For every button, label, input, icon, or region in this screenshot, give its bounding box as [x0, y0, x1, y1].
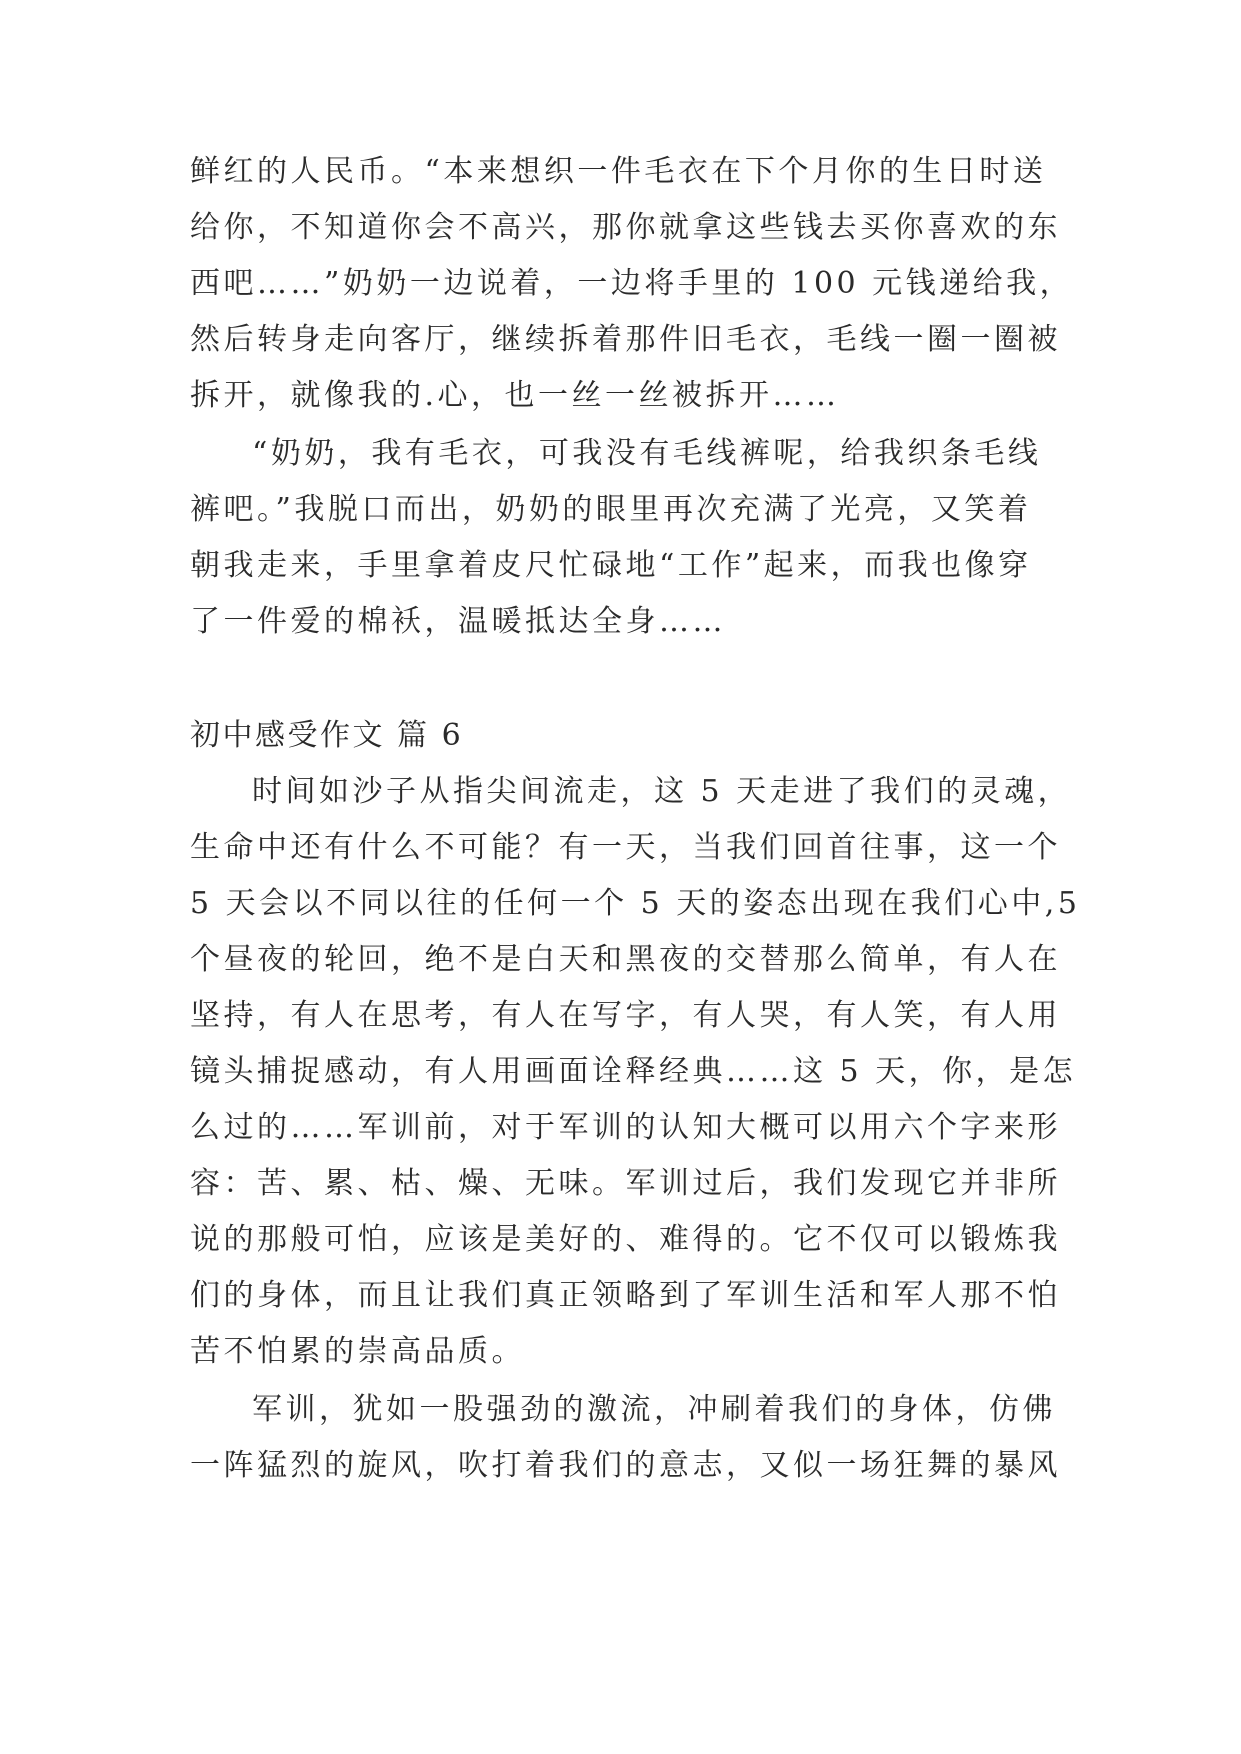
text-line: 个昼夜的轮回，绝不是白天和黑夜的交替那么简单，有人在: [190, 942, 1061, 977]
paragraph-first-line: 时间如沙子从指尖间流走，这 5 天走进了我们的灵魂，: [252, 774, 1072, 809]
paragraph-first-line: 军训，犹如一股强劲的激流，冲刷着我们的身体，仿佛: [252, 1392, 1056, 1427]
text-line: 5 天会以不同以往的任何一个 5 天的姿态出现在我们心中,5: [190, 886, 1081, 921]
text-line: 裤吧。”我脱口而出，奶奶的眼里再次充满了光亮，又笑着: [190, 492, 1032, 527]
text-line: 们的身体，而且让我们真正领略到了军训生活和军人那不怕: [190, 1278, 1061, 1313]
text-line: 朝我走来，手里拿着皮尺忙碌地“工作”起来，而我也像穿: [190, 548, 1032, 583]
text-line: 说的那般可怕，应该是美好的、难得的。它不仅可以锻炼我: [190, 1222, 1061, 1257]
paragraph-first-line: “奶奶，我有毛衣，可我没有毛线裤呢，给我织条毛线: [252, 436, 1042, 471]
text-line: 鲜红的人民币。“本来想织一件毛衣在下个月你的生日时送: [190, 154, 1047, 189]
text-line: 容：苦、累、枯、燥、无味。军训过后，我们发现它并非所: [190, 1166, 1061, 1201]
text-line: 西吧……”奶奶一边说着，一边将手里的 100 元钱递给我，: [190, 266, 1074, 301]
text-line: 一阵猛烈的旋风，吹打着我们的意志，又似一场狂舞的暴风: [190, 1448, 1061, 1483]
text-line: 拆开，就像我的.心，也一丝一丝被拆开……: [190, 378, 840, 413]
text-line: 了一件爱的棉袄，温暖抵达全身……: [190, 604, 726, 639]
text-line: 苦不怕累的崇高品质。: [190, 1334, 525, 1369]
text-line: 么过的……军训前，对于军训的认知大概可以用六个字来形: [190, 1110, 1061, 1145]
text-line: 给你，不知道你会不高兴，那你就拿这些钱去买你喜欢的东: [190, 210, 1061, 245]
text-line: 然后转身走向客厅，继续拆着那件旧毛衣，毛线一圈一圈被: [190, 322, 1061, 357]
text-line: 镜头捕捉感动，有人用画面诠释经典……这 5 天，你，是怎: [190, 1054, 1077, 1089]
text-line: 坚持，有人在思考，有人在写字，有人哭，有人笑，有人用: [190, 998, 1061, 1033]
text-line: 生命中还有什么不可能？有一天，当我们回首往事，这一个: [190, 830, 1061, 865]
section-heading: 初中感受作文 篇 6: [190, 718, 464, 753]
